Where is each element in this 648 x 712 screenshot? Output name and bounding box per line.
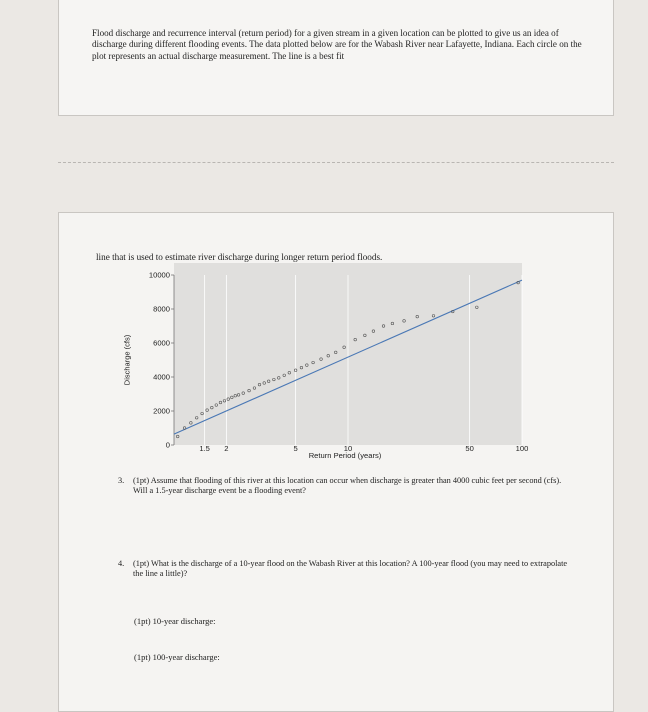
- question-3: [118, 476, 568, 497]
- hundred-year-discharge-label: (1pt) 100-year discharge:: [134, 652, 220, 662]
- lead-text: line that is used to estimate river discharge during longer return period floods.: [96, 252, 383, 262]
- x-tick-label: 5: [293, 444, 298, 453]
- y-tick-label: 6000: [153, 338, 170, 348]
- question-3-text: (1pt) Assume that flooding of this river at this location can occur when discharge is greater than 4000 cubic feet per second (cfs). Will a 1.5-year discharge event be a flooding event?: [133, 476, 562, 496]
- x-tick-label: 50: [465, 444, 474, 453]
- y-tick-label: 10000: [148, 270, 170, 280]
- y-tick-label: 4000: [153, 372, 170, 382]
- y-axis-label: Discharge (cfs): [122, 334, 132, 386]
- question-4-text: (1pt) What is the discharge of a 10-year flood on the Wabash River at this location? A 100-year flood (you may need to extrapolate the line a little)?: [133, 559, 568, 579]
- x-tick-label: 100: [515, 444, 529, 453]
- y-tick-label: 2000: [153, 406, 170, 416]
- intro-paragraph: Flood discharge and recurrence interval (return period) for a given stream in a given location can be plotted to give us an idea of discharge during different flooding events. The data plotted below are for the Wabash River near Lafayette, Indiana. Each circle on the plot represents an actual discharge measurement. The line is a best fit: [92, 28, 582, 61]
- question-4: [118, 559, 568, 580]
- x-axis-label: Return Period (years): [308, 451, 382, 460]
- x-tick-label: 1.5: [199, 444, 210, 453]
- x-tick-label: 2: [224, 444, 229, 453]
- y-tick-label: 8000: [153, 304, 170, 314]
- y-tick-label: 0: [165, 440, 170, 450]
- x-tick-label: 10: [343, 444, 353, 453]
- ten-year-discharge-label: (1pt) 10-year discharge:: [134, 616, 216, 626]
- question-4-number: 4.: [118, 559, 125, 568]
- question-3-number: 3.: [118, 476, 125, 485]
